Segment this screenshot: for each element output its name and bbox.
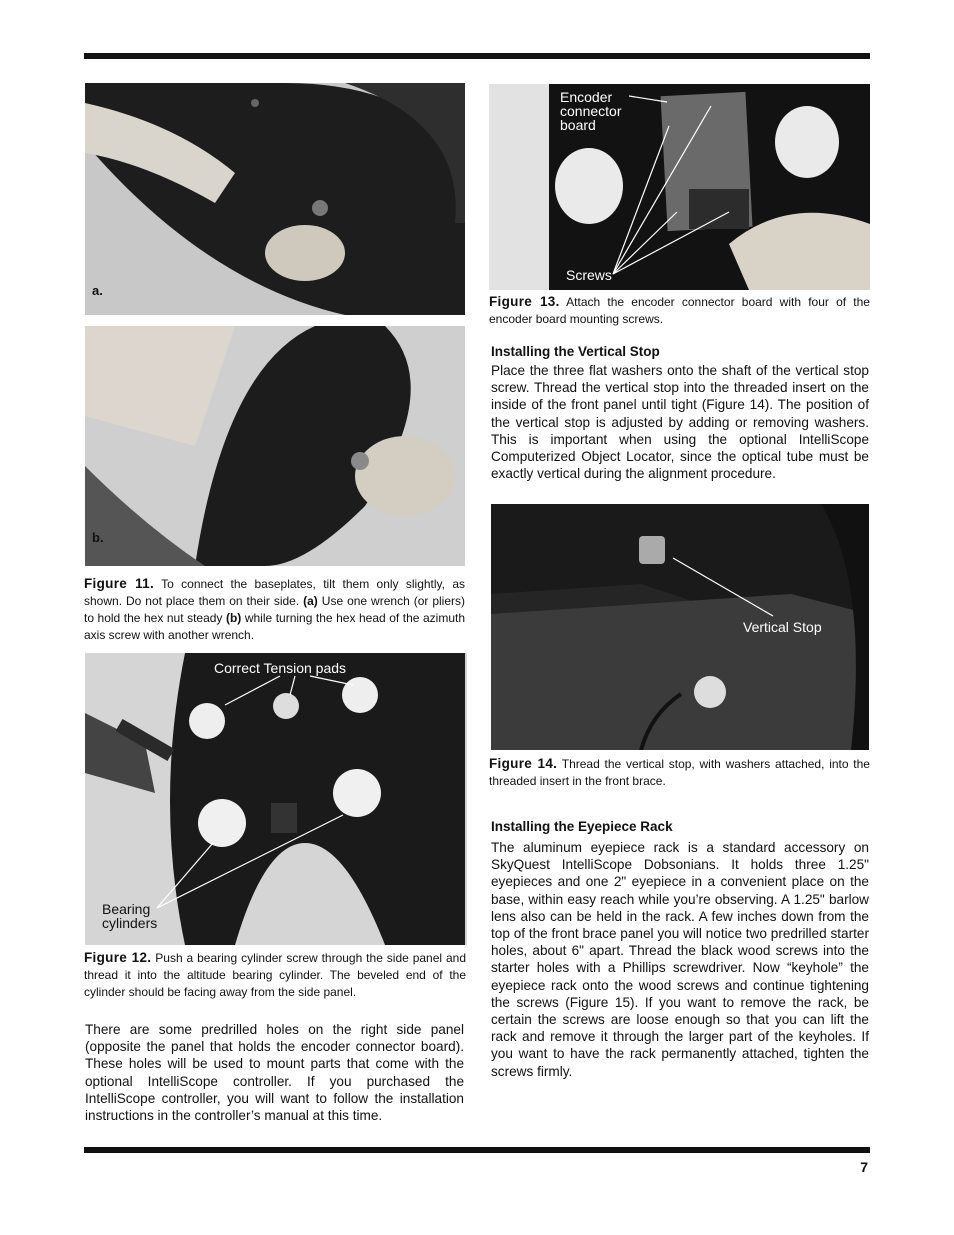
figure-14-caption-text: Thread the vertical stop, with washers attached, into the threaded insert in the front brace. (489, 757, 870, 788)
figure-12-caption-text: Push a bearing cylinder screw through the side panel and thread it into the altitude bearing cylinder. The beveled end of the cylinder should be facing away from the side panel. (84, 951, 466, 999)
figure-11-caption-a: (a) (303, 594, 318, 608)
figure-11-caption-text-2: Use one wrench (or pliers) to hold the hex nut steady (84, 594, 465, 625)
figure-12-bearing-annotation-line2: cylinders (102, 915, 158, 931)
page-number: 7 (860, 1159, 868, 1175)
figure-13-caption (489, 293, 870, 328)
figure-12-photo (85, 653, 467, 945)
figure-11-caption-text-1: To connect the baseplates, tilt them only slightly, as shown. Do not place them on their side. (84, 577, 465, 608)
figure-12-bearing-annotation-line1: Bearing (102, 901, 151, 917)
figure-12-caption (84, 949, 466, 1001)
figure-13-photo (489, 84, 870, 290)
vertical-stop-heading: Installing the Vertical Stop (491, 344, 660, 359)
figure-11-caption-b: (b) (225, 611, 242, 625)
figure-12-caption-title: Figure 12. (84, 950, 152, 965)
figure-13-board-annotation-line2: connector (560, 103, 622, 119)
figure-11-caption (84, 575, 465, 644)
figure-11b-label: b. (92, 530, 104, 545)
figure-11b-drawing (85, 326, 465, 566)
vertical-stop-text: Place the three flat washers onto the shaft of the vertical stop screw. Thread the vertical stop into the threaded insert on the inside of the front panel until tight (Figure 14). The position of the vertical stop is adjusted by adding or removing washers. This is important when using the optional IntelliScope Computerized Object Locator, since the optical tube must be exactly vertical during the alignment procedure. (491, 363, 869, 482)
figure-12-leader-lines (85, 653, 467, 945)
top-rule (84, 53, 870, 59)
figure-13-caption-title: Figure 13. (489, 294, 560, 309)
bottom-rule (84, 1147, 870, 1153)
left-paragraph: There are some predrilled holes on the right side panel (opposite the panel that holds the encoder connector board). These holes will be used to mount parts that come with the optional IntelliScope controller. If you purchased the IntelliScope controller, you will want to follow the installation instructions in the controller’s manual at this time. (85, 1022, 464, 1124)
figure-14-caption-title: Figure 14. (489, 756, 558, 771)
figure-11a-drawing (85, 83, 465, 315)
figure-11-caption-title: Figure 11. (84, 576, 155, 591)
figure-13-board-annotation-line1: Encoder (560, 89, 613, 105)
figure-11-caption-text-3: while turning the hex head of the azimuth axis screw with another wrench. (84, 611, 466, 642)
figure-14-leader-lines (491, 504, 869, 750)
figure-11a-photo (85, 83, 465, 315)
figure-12-pads-annotation: Correct Tension pads (214, 660, 347, 676)
figure-13-caption-text: Attach the encoder connector board with four of the encoder board mounting screws. (489, 295, 870, 326)
figure-13-leader-lines (489, 84, 870, 290)
figure-11a-label: a. (92, 283, 103, 298)
eyepiece-rack-heading: Installing the Eyepiece Rack (491, 819, 673, 834)
eyepiece-rack-text: The aluminum eyepiece rack is a standard accessory on SkyQuest IntelliScope Dobsonians. It holds three 1.25" eyepieces and one 2" eyepiece in a convenient place on the base, within easy reach while you’re observing. A 1.25" barlow lens also can be held in the rack. A few inches down from the top of the front brace panel you will notice two predrilled starter holes, about 6" apart. Thread the black wood screws into the starter holes with a Phillips screwdriver. Now “keyhole” the eyepiece rack onto the wood screws and continue tightening the screws (Figure 15). If you want to remove the rack, be certain the screws are loose enough so that you can lift the rack and remove it through the larger part of the keyholes. If you want to have the rack permanently attached, tighten the screws firmly. (491, 840, 869, 1079)
figure-14-photo (491, 504, 869, 750)
figure-13-board-annotation-line3: board (560, 117, 596, 133)
figure-13-screws-annotation: Screws (566, 267, 612, 283)
figure-11b-photo (85, 326, 465, 566)
figure-14-caption (489, 755, 870, 790)
figure-14-stop-annotation: Vertical Stop (743, 619, 822, 635)
